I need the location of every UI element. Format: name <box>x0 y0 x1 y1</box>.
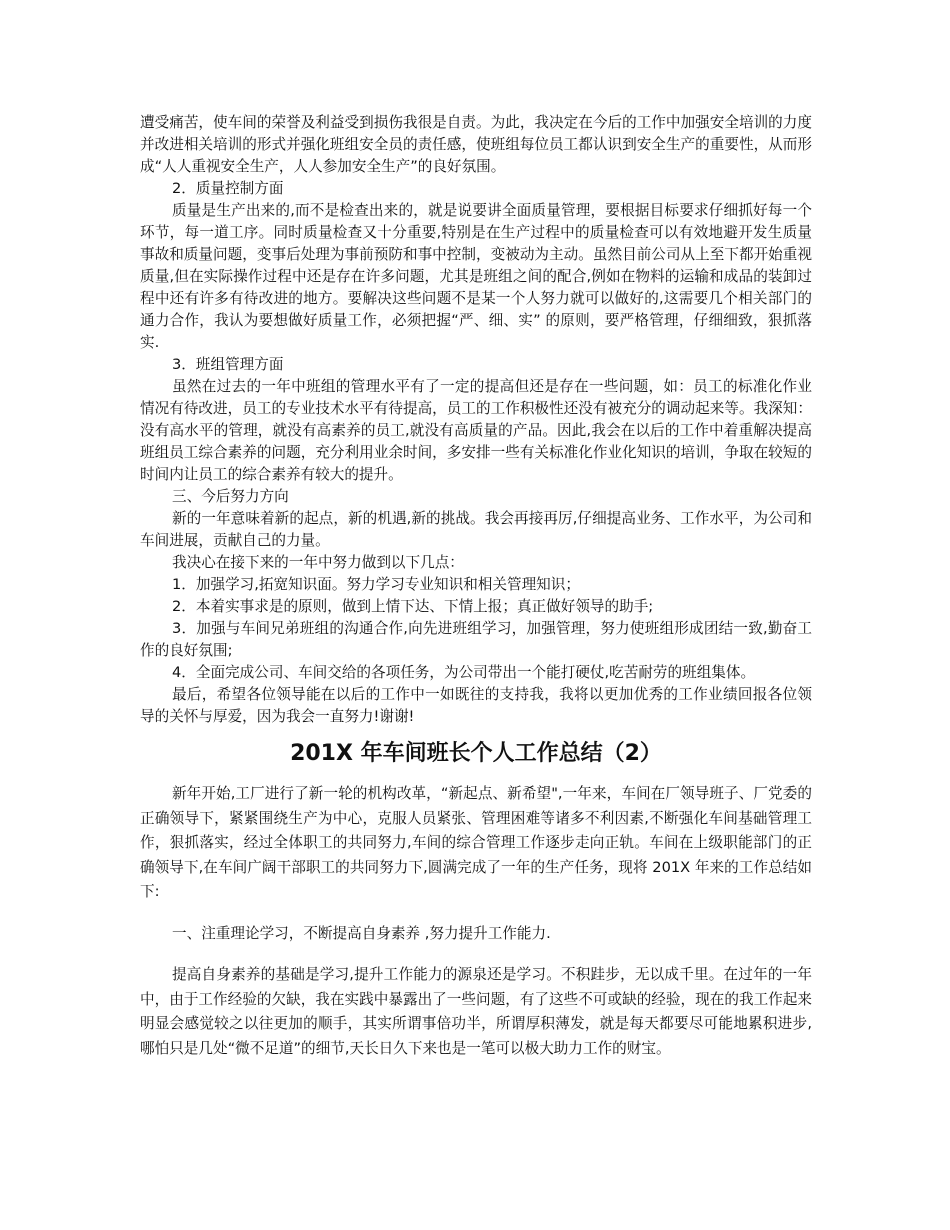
section-part1 <box>140 112 812 728</box>
paragraph: 三、今后努力方向 <box>172 488 289 505</box>
paragraph: 3．班组管理方面 <box>172 356 284 373</box>
list-item: 2．本着实事求是的原则，做到上情下达、下情上报；真正做好领导的助手; <box>172 598 654 615</box>
list-item: 4．全面完成公司、车间交给的各项任务，为公司带出一个能打硬仗,吃苦耐劳的班组集体。 <box>172 664 756 681</box>
paragraph: 新的一年意味着新的起点，新的机遇,新的挑战。我会再接再厉,仔细提高业务、工作水平，为公司和车间进展，贡献自己的力量。 <box>140 510 812 549</box>
document-title: 201X 年车间班长个人工作总结（2） <box>290 741 662 766</box>
section-heading: 一、注重理论学习，不断提高自身素养 ,努力提升工作能力. <box>172 924 551 942</box>
paragraph: 虽然在过去的一年中班组的管理水平有了一定的提高但还是存在一些问题，如：员工的标准化作业情况有待改进，员工的专业技术水平有待提高，员工的工作积极性还没有被充分的调动起来等。我深知：没有高水平的管理，就没有高素养的员工,就没有高质量的产品。因此,我会在以后的工作中着重解决提高班组员工综合素养的问题，充分利用业余时间，多安排一些有关标准化作业化知识的培训，争取在较短的时间内让员工的综合素养有较大的提升。 <box>140 378 812 483</box>
list-item: 3．加强与车间兄弟班组的沟通合作,向先进班组学习，加强管理，努力使班组形成团结一致,勤奋工作的良好氛围; <box>140 620 812 659</box>
paragraph: 2．质量控制方面 <box>172 180 284 197</box>
paragraph: 提高自身素养的基础是学习,提升工作能力的源泉还是学习。不积跬步，无以成千里。在过年的一年中，由于工作经验的欠缺，我在实践中暴露出了一些问题，有了这些不可或缺的经验，现在的我工作起来明显会感觉较之以往更加的顺手，其实所谓事倍功半，所谓厚积薄发，就是每天都要尽可能地累积进步,哪怕只是几处“微不足道”的细节,天长日久下来也是一笔可以极大助力工作的财宝。 <box>140 966 812 1057</box>
list-item: 1．加强学习,拓宽知识面。努力学习专业知识和相关管理知识； <box>172 576 580 593</box>
paragraph: 我决心在接下来的一年中努力做到以下几点： <box>172 554 464 571</box>
section-part2 <box>140 782 812 1061</box>
paragraph: 质量是生产出来的,而不是检查出来的，就是说要讲全面质量管理，要根据目标要求仔细抓好每一个环节，每一道工序。同时质量检查又十分重要,特别是在生产过程中的质量检查可以有效地避开发生质量事故和质量问题，变事后处理为事前预防和事中控制，变被动为主动。虽然目前公司从上至下都开始重视质量,但在实际操作过程中还是存在许多问题，尤其是班组之间的配合,例如在物料的运输和成品的装卸过程中还有许多有待改进的地方。要解决这些问题不是某一个人努力就可以做好的,这需要几个相关部门的通力合作，我认为要想做好质量工作，必须把握“严、细、实” 的原则，要严格管理，仔细细致，狠抓落实. <box>140 202 812 351</box>
paragraph: 遭受痛苦，使车间的荣誉及利益受到损伤我很是自责。为此，我决定在今后的工作中加强安全培训的力度并改进相关培训的形式并强化班组安全员的责任感，使班组每位员工都认识到安全生产的重要性，从而形成“人人重视安全生产，人人参加安全生产”的良好氛围。 <box>140 114 812 175</box>
document-page <box>140 112 812 1061</box>
paragraph: 最后，希望各位领导能在以后的工作中一如既往的支持我，我将以更加优秀的工作业绩回报各位领导的关怀与厚爱，因为我会一直努力!谢谢! <box>140 686 812 725</box>
paragraph: 新年开始,工厂进行了新一轮的机构改革，“新起点、新希望",一年来，车间在厂领导班子、厂党委的正确领导下，紧紧围绕生产为中心，克服人员紧张、管理困难等诸多不利因素,不断强化车间基础管理工作，狠抓落实，经过全体职工的共同努力,车间的综合管理工作逐步走向正轨。车间在上级职能部门的正确领导下,在车间广阔干部职工的共同努力下,圆满完成了一年的生产任务，现将 201X 年来的工作总结如下: <box>140 785 812 900</box>
